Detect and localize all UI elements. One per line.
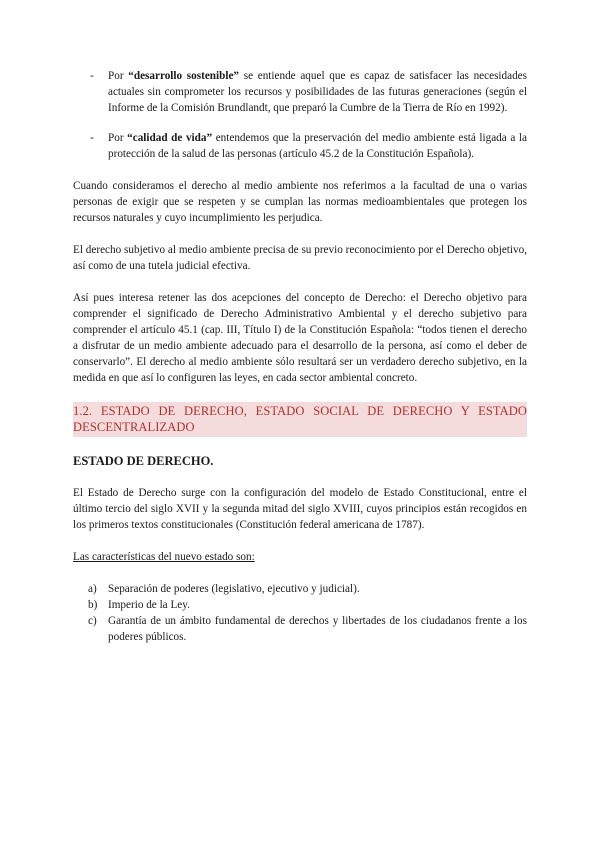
list-item	[73, 581, 527, 597]
list-marker: b)	[88, 599, 98, 611]
definition-term: “desarrollo sostenible”	[128, 70, 240, 82]
definition-item	[73, 68, 527, 116]
list-intro: Las características del nuevo estado son:	[73, 551, 255, 563]
bullet-marker: -	[90, 132, 94, 144]
list-item	[73, 597, 527, 613]
body-paragraph: Así pues interesa retener las dos acepciones del concepto de Derecho: el Derecho objetivo para comprender el significado de Derecho Administrativo Ambiental y el derecho subjetivo para comprender el artículo 45.1 (cap. III, Título I) de la Constitución Española: “todos tienen el derecho a disfrutar de un medio ambiente adecuado para el desarrollo de la persona, así como el deber de conservarlo”. El derecho al medio ambiente sólo resultará ser un verdadero derecho subjetivo, en la medida en que así lo configuren las leyes, en cada sector ambiental concreto.	[73, 292, 527, 384]
bullet-marker: -	[90, 70, 94, 82]
body-paragraph: El Estado de Derecho surge con la configuración del modelo de Estado Constitucional, entre el último tercio del siglo XVII y la segunda mitad del siglo XVIII, cuyos principios están recogidos en los primeros textos constitucionales (Constitución federal americana de 1787).	[73, 487, 527, 531]
list-marker: c)	[88, 615, 97, 627]
definition-term: “calidad de vida”	[127, 132, 213, 144]
section-heading: 1.2. ESTADO DE DERECHO, ESTADO SOCIAL DE DERECHO Y ESTADO DESCENTRALIZADO	[73, 402, 527, 437]
list-item-text: Imperio de la Ley.	[108, 599, 190, 611]
definition-text: Por “calidad de vida” entendemos que la preservación del medio ambiente está ligada a la protección de la salud de las personas (artículo 45.2 de la Constitución Española).	[108, 132, 527, 160]
definition-text: Por “desarrollo sostenible” se entiende aquel que es capaz de satisfacer las necesidades actuales sin comprometer los recursos y posibilidades de las futuras generaciones (según el Informe de la Comisión Brundlandt, que preparó la Cumbre de la Tierra de Río en 1992).	[108, 70, 528, 114]
subheading: ESTADO DE DERECHO.	[73, 454, 214, 468]
page-content	[73, 68, 527, 645]
list-item-text: Separación de poderes (legislativo, ejecutivo y judicial).	[108, 583, 360, 595]
definition-item	[73, 130, 527, 162]
body-paragraph: El derecho subjetivo al medio ambiente precisa de su previo reconocimiento por el Derecho objetivo, así como de una tutela judicial efectiva.	[73, 244, 527, 272]
list-item	[73, 613, 527, 645]
list-marker: a)	[88, 583, 97, 595]
body-paragraph: Cuando consideramos el derecho al medio ambiente nos referimos a la facultad de una o varias personas de exigir que se respeten y se cumplan las normas medioambientales que protegen los recursos naturales y cuyo incumplimiento les perjudica.	[73, 180, 527, 224]
list-item-text: Garantía de un ámbito fundamental de derechos y libertades de los ciudadanos frente a los poderes públicos.	[108, 615, 527, 643]
